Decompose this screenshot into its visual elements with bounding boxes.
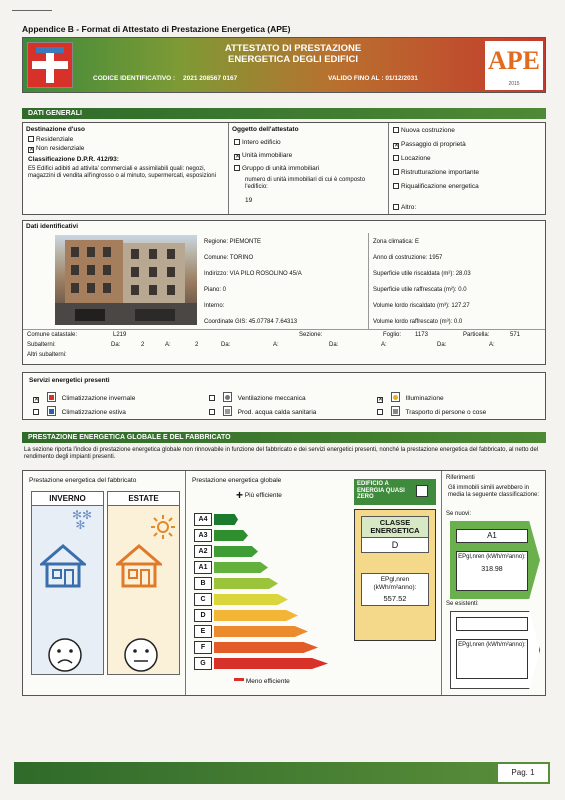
particella-label: Particella: — [463, 332, 490, 338]
ristrutturazione-checkbox[interactable] — [393, 169, 399, 175]
comune-catastale-value: L219 — [113, 332, 127, 338]
servizio-clim-inv — [33, 392, 135, 403]
divider — [368, 233, 369, 329]
passaggio-proprieta-checkbox[interactable]: ✕ — [394, 143, 400, 149]
regione-value: Regione: PIEMONTE — [204, 239, 262, 245]
classe-value: D — [361, 538, 429, 553]
subalterni-a-value: 2 — [195, 342, 199, 348]
energy-class-label: A2 — [194, 545, 212, 558]
destinazione-title: Destinazione d'uso — [26, 126, 85, 133]
nuovi-ep-label: EPgl,nren (kWh/m²anno): — [458, 554, 526, 560]
locazione-option[interactable] — [393, 155, 431, 163]
valid-row — [328, 75, 418, 82]
vol-risc-value: Volume lordo riscaldato (m³): 127.27 — [373, 303, 470, 309]
servizio-clim-est — [33, 406, 126, 417]
subalterni-da-label: Da: — [437, 342, 447, 348]
residenziale-label: Residenziale — [36, 136, 74, 143]
acs-checkbox[interactable] — [209, 409, 215, 415]
piu-efficiente-label: Più efficiente — [244, 492, 282, 499]
ape-logo-year: 2015 — [508, 81, 520, 87]
servizio-acs — [209, 406, 316, 417]
fan-icon — [223, 392, 232, 402]
nzeb-box — [354, 479, 436, 505]
scan-mark — [12, 10, 52, 11]
energy-class-label: A3 — [194, 529, 212, 542]
energy-class-bar — [214, 562, 268, 573]
energy-class-bar — [214, 594, 288, 605]
globale-title: Prestazione energetica globale — [192, 477, 282, 484]
section-prestazione: PRESTAZIONE ENERGETICA GLOBALE E DEL FABBRICATO — [22, 432, 546, 443]
illuminazione-checkbox[interactable]: ✕ — [378, 397, 384, 403]
inverno-label: INVERNO — [32, 492, 103, 506]
unita-immobiliare-label: Unità immobiliare — [242, 152, 293, 159]
passaggio-proprieta-label: Passaggio di proprietà — [401, 141, 466, 148]
altri-subalterni-label: Altri subalterni: — [27, 352, 67, 358]
code-value: 2021 208567 0167 — [183, 75, 238, 82]
servizio-illuminazione — [377, 392, 444, 403]
prestazione-intro: La sezione riporta l'indice di prestazione energetica globale non rinnovabile in funzione del fabbricato e dei servizi energetici presenti, nonché la prestazione energetica del fabbricato, al netto del rendimento degli impianti presenti. — [24, 447, 539, 460]
gruppo-unita-label: Gruppo di unità immobiliari — [242, 165, 320, 172]
house-winter-icon — [40, 544, 86, 593]
page-number: Pag. 1 — [498, 764, 548, 782]
piu-efficiente-row — [236, 488, 282, 502]
light-bulb-icon — [391, 392, 400, 402]
energy-class-label: D — [194, 609, 212, 622]
globale-panel — [186, 471, 442, 695]
code-label: CODICE IDENTIFICATIVO : — [93, 75, 176, 82]
unita-immobiliare-checkbox[interactable]: ✕ — [235, 154, 241, 160]
energy-class-bar — [214, 546, 258, 557]
riqualificazione-label: Riqualificazione energetica — [401, 183, 479, 190]
acs-label: Prod. acqua calda sanitaria — [237, 409, 317, 416]
comune-value: Comune: TORINO — [204, 255, 254, 261]
sun-icon — [150, 514, 176, 545]
classe-box — [354, 509, 436, 641]
code-row — [93, 75, 237, 82]
header-banner — [22, 37, 546, 93]
altro-label: Altro: — [401, 204, 417, 211]
particella-value: 571 — [510, 332, 521, 338]
meno-efficiente-row — [234, 678, 290, 686]
illuminazione-label: Illuminazione — [405, 395, 444, 402]
nuova-costruzione-option[interactable] — [393, 127, 455, 135]
servizio-ventilazione — [209, 392, 306, 403]
minus-icon — [234, 678, 244, 681]
header-title-line2: ENERGETICA DEGLI EDIFICI — [227, 54, 359, 65]
non-residenziale-option[interactable] — [28, 145, 84, 153]
motivazione-panel — [389, 123, 545, 214]
clim-inv-checkbox[interactable]: ✕ — [34, 397, 40, 403]
interno-value: Interno: — [204, 303, 225, 309]
servizio-trasporto — [377, 406, 486, 417]
ventilazione-checkbox[interactable] — [209, 395, 215, 401]
trasporto-label: Trasporto di persone o cose — [405, 409, 487, 416]
classificazione-title: Classificazione D.P.R. 412/93: — [28, 156, 119, 163]
radiator-icon — [47, 392, 56, 402]
dati-identificativi-box — [22, 220, 546, 365]
document-title: Appendice B - Format di Attestato di Prestazione Energetica (APE) — [22, 24, 291, 34]
locazione-label: Locazione — [401, 155, 431, 162]
energy-class-label: E — [194, 625, 212, 638]
energy-class-label: C — [194, 593, 212, 606]
estate-label: ESTATE — [108, 492, 179, 506]
sad-face-icon — [47, 637, 83, 678]
esistenti-ep-box — [456, 639, 528, 679]
snowflake-icon: ✻✻ ✻ — [72, 508, 93, 532]
estate-column — [107, 491, 180, 675]
foglio-label: Foglio: — [383, 332, 402, 338]
ape-logo-text: APE — [488, 46, 540, 75]
oggetto-panel — [229, 123, 389, 214]
prestazione-box — [22, 470, 546, 696]
numero-unita-label: numero di unità immobiliari di cui è composto l'edificio: — [245, 177, 366, 190]
subalterni-a-label: A: — [273, 342, 279, 348]
ristrutturazione-label: Ristrutturazione importante — [401, 169, 480, 176]
energy-class-label: B — [194, 577, 212, 590]
coordinate-value: Coordinate GIS: 45.07784 7.64313 — [204, 319, 298, 325]
nuovi-ep-value: 318.98 — [481, 566, 503, 573]
energy-class-label: G — [194, 657, 212, 670]
energy-class-bar — [214, 578, 278, 589]
building-photo — [55, 235, 197, 325]
riqualificazione-option[interactable] — [393, 183, 479, 191]
subalterni-a-label: A: — [165, 342, 171, 348]
classe-label: CLASSE ENERGETICA — [370, 518, 420, 535]
classificazione-desc: E5 Edifici adibiti ad attivita' commerciali e assimilabili quali: negozi, magazzini di vendita all'ingrosso o al minuto, supermercati, esposizioni — [28, 166, 216, 179]
energy-class-bar — [214, 626, 308, 637]
clim-est-checkbox[interactable] — [33, 409, 39, 415]
dati-identificativi-title: Dati identificativi — [26, 223, 79, 230]
section-dati-generali: DATI GENERALI — [22, 108, 546, 119]
meno-efficiente-label: Meno efficiente — [245, 678, 290, 685]
header-title — [183, 43, 403, 65]
fabbricato-panel — [23, 471, 186, 695]
altro-checkbox[interactable] — [393, 204, 399, 210]
subalterni-da-label: Da: — [221, 342, 231, 348]
clim-inv-label: Climatizzazione invernale — [61, 395, 136, 402]
header-title-line1: ATTESTATO DI PRESTAZIONE — [224, 43, 362, 54]
subalterni-da-label: Da: — [111, 342, 121, 348]
esistenti-class-value — [456, 617, 528, 631]
riferimenti-title: Riferimenti — [446, 475, 475, 481]
energy-class-label: A1 — [194, 561, 212, 574]
intero-edificio-checkbox[interactable] — [234, 139, 240, 145]
subalterni-a-label: A: — [489, 342, 495, 348]
intero-edificio-label: Intero edificio — [242, 139, 281, 146]
unita-immobiliare-option[interactable] — [234, 152, 292, 160]
valid-label: VALIDO FINO AL : — [328, 75, 384, 82]
indirizzo-value: Indirizzo: VIA PILO ROSOLINO 45/A — [204, 271, 302, 277]
sup-raff-value: Superficie utile raffrescata (m²): 0.0 — [373, 287, 467, 293]
nuovi-class-value: A1 — [456, 529, 528, 543]
energy-class-label: A4 — [194, 513, 212, 526]
subalterni-da-label: Da: — [329, 342, 339, 348]
neutral-face-icon — [123, 637, 159, 678]
foglio-value: 1173 — [415, 332, 428, 338]
nuova-costruzione-label: Nuova costruzione — [401, 127, 455, 134]
altro-option[interactable] — [393, 204, 416, 212]
sezione-label: Sezione: — [299, 332, 323, 338]
nuova-costruzione-checkbox[interactable] — [393, 127, 399, 133]
footer-bar — [14, 762, 550, 784]
riqualificazione-checkbox[interactable] — [393, 183, 399, 189]
ventilazione-label: Ventilazione meccanica — [237, 395, 306, 402]
energy-class-bar — [214, 530, 248, 541]
comune-catastale-label: Comune catastale: — [27, 332, 78, 338]
nuovi-ep-box — [456, 551, 528, 591]
se-nuovi-label: Se nuovi: — [446, 511, 472, 517]
ristrutturazione-option[interactable] — [393, 169, 479, 177]
energy-class-bar — [214, 514, 238, 525]
region-logo — [27, 42, 73, 88]
non-residenziale-checkbox[interactable]: ✕ — [29, 147, 35, 153]
riferimenti-panel — [442, 471, 545, 695]
energy-class-bar — [214, 658, 328, 669]
gruppo-unita-checkbox[interactable] — [234, 165, 240, 171]
subalterni-a-label: A: — [381, 342, 387, 348]
residenziale-option[interactable] — [28, 136, 73, 144]
fabbricato-title: Prestazione energetica del fabbricato — [29, 477, 137, 484]
passaggio-proprieta-option[interactable] — [393, 141, 466, 149]
valid-value: 01/12/2031 — [385, 75, 418, 82]
energy-class-bar — [214, 610, 298, 621]
nzeb-checkbox[interactable] — [416, 485, 428, 497]
vol-raff-value: Volume lordo raffrescato (m³): 0.0 — [373, 319, 463, 325]
zona-value: Zona climatica: E — [373, 239, 420, 245]
destinazione-panel — [23, 123, 229, 214]
faucet-icon — [223, 406, 232, 416]
anno-value: Anno di costruzione: 1957 — [373, 255, 443, 261]
esistenti-ep-label: EPgl,nren (kWh/m²anno): — [458, 642, 526, 648]
subalterni-label: Subalterni: — [27, 342, 56, 348]
air-conditioner-icon — [47, 406, 56, 416]
non-residenziale-label: Non residenziale — [36, 145, 85, 152]
house-summer-icon — [116, 544, 162, 593]
intero-edificio-option[interactable] — [234, 139, 281, 147]
energy-class-bar — [214, 642, 318, 653]
plus-icon: + — [236, 488, 244, 502]
gruppo-unita-option[interactable] — [234, 165, 319, 173]
classe-label-box — [361, 516, 429, 538]
servizi-box — [22, 372, 546, 420]
clim-est-label: Climatizzazione estiva — [61, 409, 126, 416]
ape-logo — [485, 41, 543, 90]
ep-value: 557.52 — [383, 594, 407, 603]
residenziale-checkbox[interactable] — [28, 136, 34, 142]
subalterni-da-value: 2 — [141, 342, 145, 348]
numero-unita-value: 19 — [245, 197, 253, 204]
nzeb-label: EDIFICIO A ENERGIA QUASI ZERO — [357, 481, 405, 500]
ep-label: EPgl,nren (kWh/m²anno): — [373, 576, 417, 591]
inverno-column — [31, 491, 104, 675]
energy-class-label: F — [194, 641, 212, 654]
servizi-title: Servizi energetici presenti — [29, 377, 110, 384]
dati-generali-box — [22, 122, 546, 215]
locazione-checkbox[interactable] — [393, 155, 399, 161]
ep-box — [361, 573, 429, 606]
elevator-icon — [391, 406, 400, 416]
oggetto-title: Oggetto dell'attestato — [232, 126, 299, 133]
divider — [23, 329, 545, 330]
se-esistenti-label: Se esistenti: — [446, 601, 479, 607]
piano-value: Piano: 0 — [204, 287, 227, 293]
trasporto-checkbox[interactable] — [377, 409, 383, 415]
sup-risc-value: Superficie utile riscaldata (m²): 28.03 — [373, 271, 471, 277]
riferimenti-desc: Gli immobili simili avrebbero in media la seguente classificazione: — [448, 485, 540, 498]
